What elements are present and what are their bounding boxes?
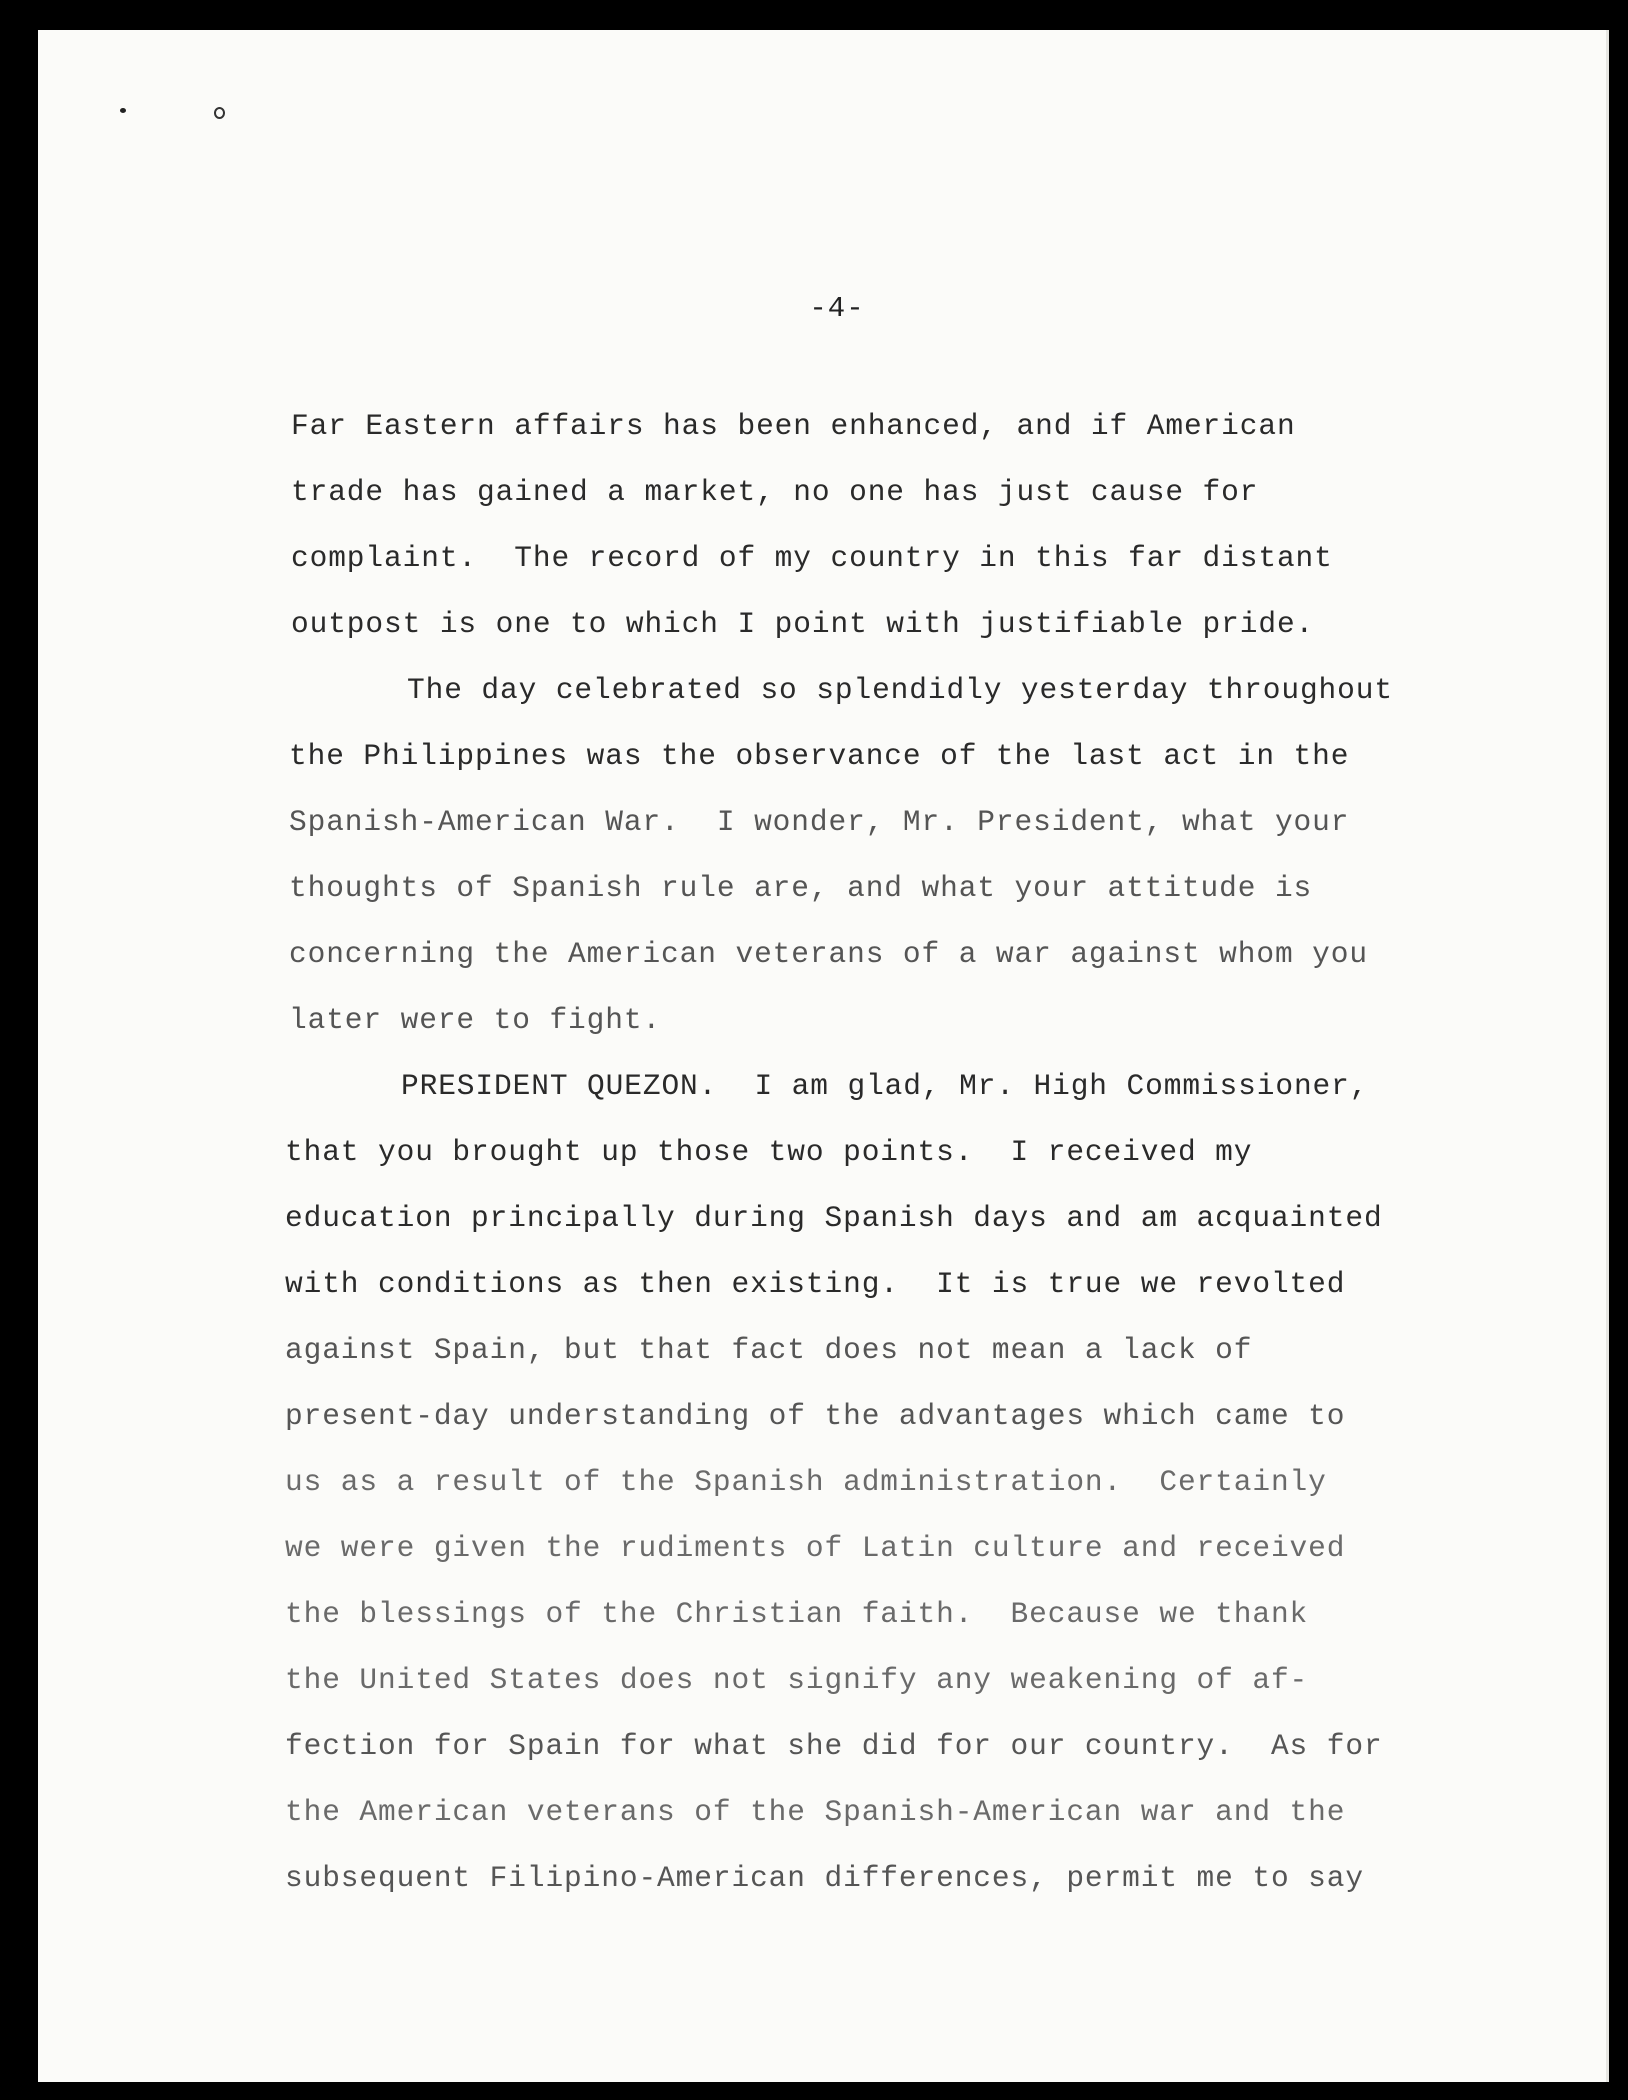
text-line: with conditions as then existing. It is true we revolted xyxy=(285,1267,1346,1301)
text-line: PRESIDENT QUEZON. I am glad, Mr. High Commissioner, xyxy=(401,1069,1369,1103)
text-line: outpost is one to which I point with justifiable pride. xyxy=(291,607,1315,641)
text-line: the American veterans of the Spanish-American war and the xyxy=(285,1795,1346,1829)
page-number: -4- xyxy=(809,292,865,325)
text-line: subsequent Filipino-American differences, permit me to say xyxy=(285,1861,1364,1895)
text-line: present-day understanding of the advantages which came to xyxy=(285,1399,1346,1433)
text-line: that you brought up those two points. I received my xyxy=(285,1135,1253,1169)
text-line: trade has gained a market, no one has just cause for xyxy=(291,475,1259,509)
text-line: complaint. The record of my country in this far distant xyxy=(291,541,1333,575)
typewritten-page xyxy=(38,30,1609,2082)
text-line: fection for Spain for what she did for our country. As for xyxy=(285,1729,1383,1763)
text-line: us as a result of the Spanish administration. Certainly xyxy=(285,1465,1327,1499)
text-line: we were given the rudiments of Latin culture and received xyxy=(285,1531,1346,1565)
text-line: the Philippines was the observance of the last act in the xyxy=(289,739,1350,773)
text-line: later were to fight. xyxy=(289,1003,662,1037)
text-line: concerning the American veterans of a war against whom you xyxy=(289,937,1368,971)
text-line: The day celebrated so splendidly yesterday throughout xyxy=(407,673,1393,707)
body-text xyxy=(38,30,1606,2082)
text-line: against Spain, but that fact does not mean a lack of xyxy=(285,1333,1253,1367)
text-line: the United States does not signify any weakening of af- xyxy=(285,1663,1309,1697)
text-line: thoughts of Spanish rule are, and what your attitude is xyxy=(289,871,1313,905)
text-line: Spanish-American War. I wonder, Mr. President, what your xyxy=(289,805,1350,839)
text-line: the blessings of the Christian faith. Because we thank xyxy=(285,1597,1309,1631)
text-line: education principally during Spanish days and am acquainted xyxy=(285,1201,1383,1235)
text-line: Far Eastern affairs has been enhanced, and if American xyxy=(291,409,1296,443)
